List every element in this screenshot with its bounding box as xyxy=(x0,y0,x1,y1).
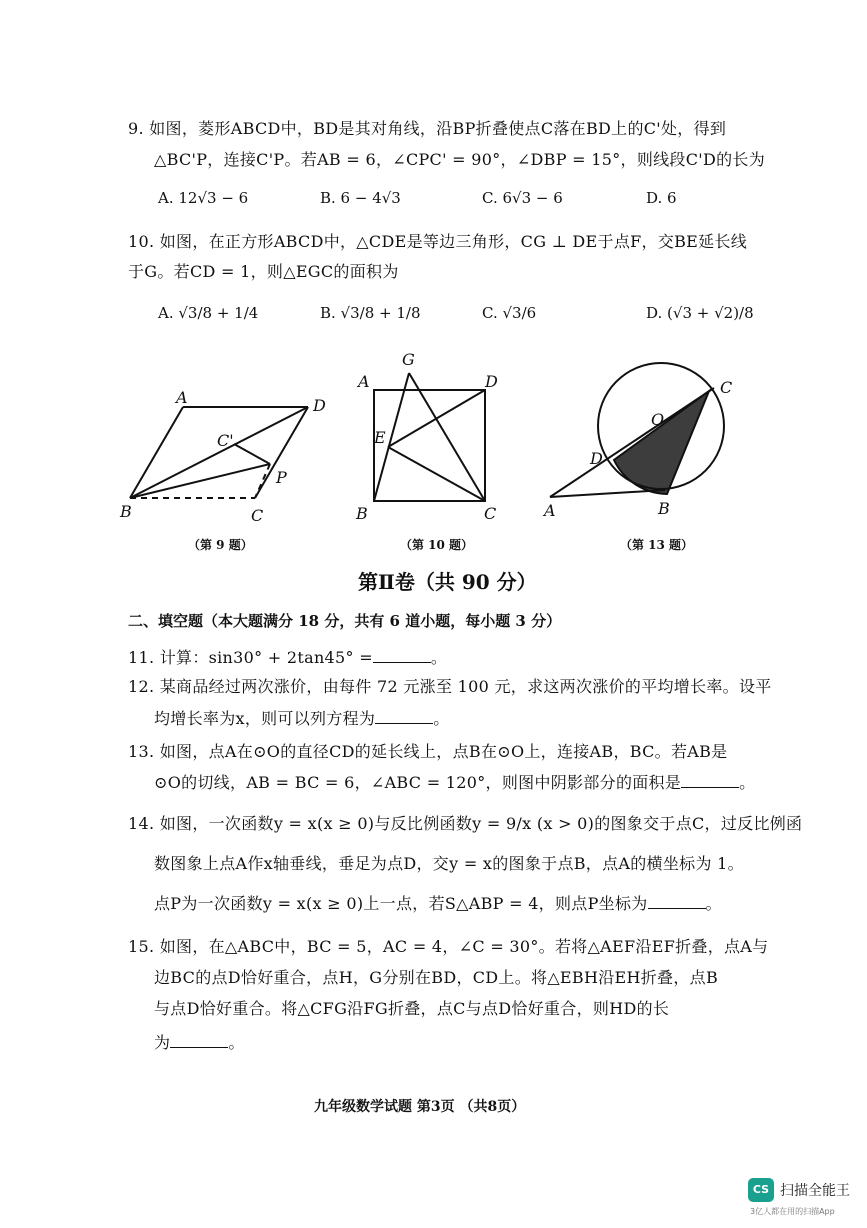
q15-line3: 与点D恰好重合。将△CFG沿FG折叠，点C与点D恰好重合，则HD的长 xyxy=(154,999,670,1018)
q12-end: 。 xyxy=(433,709,450,728)
q10-option-c: C. √3/6 xyxy=(482,304,537,322)
fig13-label-b: B xyxy=(658,499,670,518)
fig9-label-d: D xyxy=(313,396,326,415)
q10-option-b: B. √3/8 + 1/8 xyxy=(320,304,421,322)
q15-answer-blank[interactable] xyxy=(170,1033,228,1048)
q15-line4: 为 xyxy=(154,1033,171,1052)
q9-option-c: C. 6√3 − 6 xyxy=(482,189,563,207)
fig9-label-p: P xyxy=(276,468,287,487)
page-footer: 九年级数学试题 第3页 （共8页） xyxy=(314,1099,526,1115)
q14-line3: 点P为一次函数y = x(x ≥ 0)上一点，若S△ABP = 4，则点P坐标为 xyxy=(154,894,648,913)
fig10-line-gc xyxy=(409,373,485,501)
fill-in-header: 二、填空题（本大题满分 18 分，共有 6 道小题，每小题 3 分） xyxy=(128,612,562,630)
q13-answer-blank[interactable] xyxy=(681,773,739,788)
fig10-label-d: D xyxy=(485,372,498,391)
q13-line1: 13. 如图，点A在⊙O的直径CD的延长线上，点B在⊙O上，连接AB，BC。若AB是 xyxy=(128,742,728,761)
q13-line2: ⊙O的切线，AB = BC = 6，∠ABC = 120°，则图中阴影部分的面积是 xyxy=(154,773,682,792)
q11-answer-blank[interactable] xyxy=(373,648,431,663)
fig9-label-c1: C' xyxy=(217,431,234,450)
fig13-label-o: O xyxy=(651,410,665,429)
q14-line3-wrap xyxy=(154,891,722,914)
q14-line1: 14. 如图，一次函数y = x(x ≥ 0)与反比例函数y = 9/x (x > 0)的图象交于点C，过反比例函 xyxy=(128,814,803,833)
q15-end: 。 xyxy=(228,1033,245,1052)
q9-option-d: D. 6 xyxy=(646,189,677,207)
q10-line2: 于G。若CD = 1，则△EGC的面积为 xyxy=(128,262,399,281)
figure-13-circle xyxy=(538,348,758,530)
q12-line2-wrap xyxy=(154,706,450,729)
q12-answer-blank[interactable] xyxy=(375,709,433,724)
fig13-label-d: D xyxy=(590,449,603,468)
fig13-label-c: C xyxy=(720,378,733,397)
q13-end: 。 xyxy=(739,773,756,792)
fig9-segment-c1p xyxy=(234,444,270,464)
q12-line1: 12. 某商品经过两次涨价，由每件 72 元涨至 100 元，求这两次涨价的平均增长率。设平 xyxy=(128,677,772,696)
q14-line2: 数图象上点A作x轴垂线，垂足为点D，交y = x的图象于点B，点A的横坐标为 1。 xyxy=(154,854,744,873)
fig10-caption: （第 10 题） xyxy=(400,538,474,552)
q10-option-a: A. √3/8 + 1/4 xyxy=(158,304,259,322)
q15-line4-wrap xyxy=(154,1030,245,1053)
q11-text: 11. 计算：sin30° + 2tan45° = xyxy=(128,648,373,667)
fig10-line-ec xyxy=(388,447,485,501)
fig9-caption: （第 9 题） xyxy=(188,538,253,552)
fig10-label-b: B xyxy=(356,504,368,523)
fig10-label-e: E xyxy=(374,428,386,447)
fig13-label-a: A xyxy=(544,501,556,520)
q10-line1: 10. 如图，在正方形ABCD中，△CDE是等边三角形，CG ⊥ DE于点F，交BE延长线 xyxy=(128,232,748,251)
fig13-caption: （第 13 题） xyxy=(620,538,694,552)
q10-option-d: D. (√3 + √2)/8 xyxy=(646,304,754,322)
q14-answer-blank[interactable] xyxy=(648,894,706,909)
watermark-subtitle: 3亿人都在用的扫描App xyxy=(750,1207,835,1216)
fig9-label-c: C xyxy=(251,506,264,525)
figure-9-rhombus xyxy=(110,385,350,530)
fig10-label-g: G xyxy=(402,350,415,369)
q12-line2: 均增长率为x，则可以列方程为 xyxy=(154,709,376,728)
q13-line2-wrap xyxy=(154,770,755,793)
fig10-label-c: C xyxy=(484,504,497,523)
fig9-fold-bp xyxy=(130,464,270,498)
q15-line1: 15. 如图，在△ABC中，BC = 5，AC = 4，∠C = 30°。若将△AEF沿EF折叠，点A与 xyxy=(128,937,769,956)
q11 xyxy=(128,645,447,668)
fig10-label-a: A xyxy=(358,372,370,391)
q9-line1: 9. 如图，菱形ABCD中，BD是其对角线，沿BP折叠使点C落在BD上的C'处，得到 xyxy=(128,119,727,138)
q9-option-b: B. 6 − 4√3 xyxy=(320,189,401,207)
watermark-brand: 扫描全能王 xyxy=(780,1183,850,1199)
fig13-tangent-ab xyxy=(550,490,665,497)
figure-10-square xyxy=(350,345,510,530)
fig9-label-b: B xyxy=(120,502,132,521)
q14-end: 。 xyxy=(705,894,722,913)
q15-line2: 边BC的点D恰好重合，点H，G分别在BD，CD上。将△EBH沿EH折叠，点B xyxy=(154,968,719,987)
q9-option-a: A. 12√3 − 6 xyxy=(158,189,249,207)
section-2-title: 第Ⅱ卷（共 90 分） xyxy=(358,570,537,594)
q9-line2: △BC'P，连接C'P。若AB = 6，∠CPC' = 90°，∠DBP = 15°，则线段C'D的长为 xyxy=(154,150,765,169)
fig9-label-a: A xyxy=(176,388,188,407)
q11-end: 。 xyxy=(430,648,448,667)
camscanner-logo-icon: CS xyxy=(748,1178,774,1202)
